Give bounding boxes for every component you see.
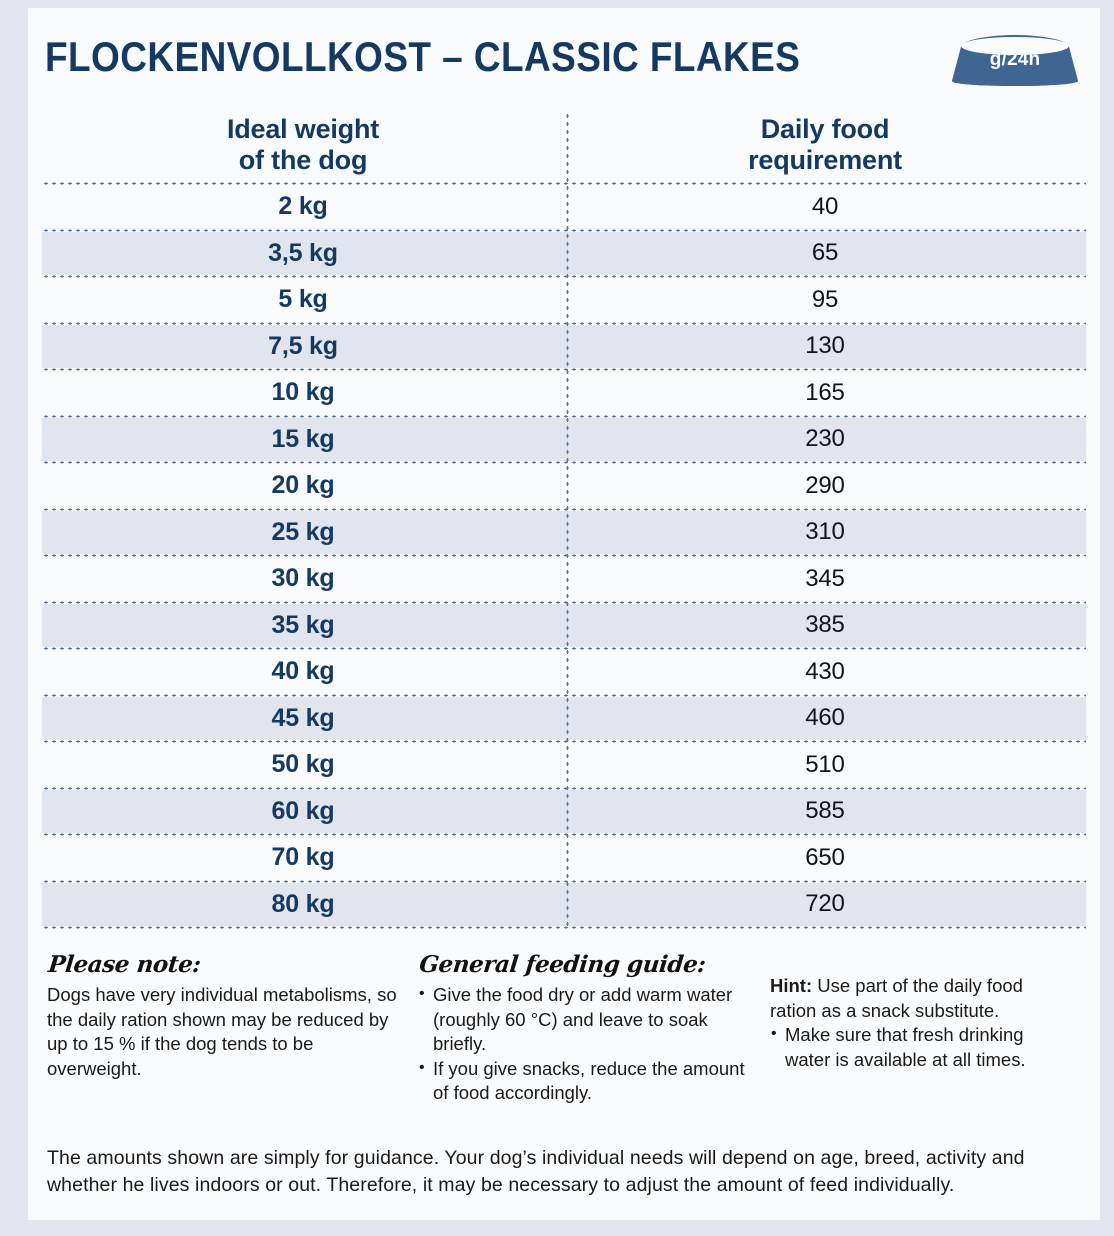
cell-ideal-weight: 3,5 kg <box>268 238 338 267</box>
cell-daily-amount: 510 <box>805 750 845 778</box>
cell-ideal-weight: 30 kg <box>271 564 335 593</box>
page-title: FLOCKENVOLLKOST – CLASSIC FLAKES <box>45 33 801 80</box>
cell-ideal-weight: 80 kg <box>271 889 335 918</box>
table-row <box>42 418 1086 462</box>
notes-section <box>42 951 1086 1106</box>
header <box>28 8 1100 104</box>
please-note-body: Dogs have very individual metabolisms, so the daily ration shown may be reduced by up to 15 % if the dog tends to be overweight. <box>47 984 397 1079</box>
feeding-guide-column <box>418 951 766 1106</box>
table-row <box>42 464 1086 508</box>
cell-ideal-weight: 20 kg <box>271 471 335 500</box>
cell-daily-amount: 165 <box>805 378 845 406</box>
cell-daily-amount: 585 <box>805 797 845 825</box>
column-header-amount-line2: requirement <box>748 145 902 175</box>
cell-ideal-weight: 2 kg <box>278 192 328 221</box>
feeding-guide-list <box>418 983 748 1106</box>
cell-daily-amount: 65 <box>811 239 839 267</box>
table-row <box>42 743 1086 787</box>
cell-ideal-weight: 70 kg <box>271 843 335 872</box>
table-row <box>42 790 1086 834</box>
cell-daily-amount: 430 <box>805 657 845 685</box>
disclaimer-text: The amounts shown are simply for guidance. Your dog’s individual needs will depend on age, breed, activity and whether he lives indoors or out. Therefore, it may be necessary to adjust the amount of feed individually. <box>47 1147 1025 1196</box>
cell-daily-amount: 290 <box>805 471 845 499</box>
table-row <box>42 325 1086 369</box>
column-header-weight <box>42 104 564 182</box>
cell-ideal-weight: 40 kg <box>271 657 335 686</box>
cell-daily-amount: 310 <box>805 518 845 546</box>
cell-daily-amount: 720 <box>805 890 845 918</box>
table-row <box>42 511 1086 555</box>
cell-daily-amount: 230 <box>805 425 845 453</box>
table-row <box>42 185 1086 229</box>
column-divider <box>566 112 569 929</box>
cell-daily-amount: 40 <box>811 192 839 220</box>
table-row <box>42 697 1086 741</box>
cell-ideal-weight: 7,5 kg <box>268 331 338 360</box>
table-header-row <box>42 104 1086 182</box>
table-body <box>42 182 1086 929</box>
list-item: • If you give snacks, reduce the amount of food accordingly. <box>418 1057 748 1106</box>
cell-ideal-weight: 45 kg <box>271 703 335 732</box>
table-row <box>42 650 1086 694</box>
table-row <box>42 371 1086 415</box>
cell-ideal-weight: 15 kg <box>271 424 335 453</box>
cell-daily-amount: 650 <box>805 843 845 871</box>
cell-ideal-weight: 50 kg <box>271 750 335 779</box>
cell-daily-amount: 460 <box>805 704 845 732</box>
feeding-chart-card <box>28 8 1100 1220</box>
table-row <box>42 604 1086 648</box>
table-row <box>42 883 1086 927</box>
please-note-column <box>42 951 418 1106</box>
column-header-weight-line2: of the dog <box>238 145 368 175</box>
cell-daily-amount: 345 <box>805 564 845 592</box>
cell-ideal-weight: 25 kg <box>271 517 335 546</box>
hint-label: Hint: <box>770 975 813 996</box>
feeding-table <box>42 104 1086 929</box>
cell-ideal-weight: 60 kg <box>271 796 335 825</box>
hint-list <box>770 1023 1068 1072</box>
cell-daily-amount: 130 <box>805 332 845 360</box>
list-item: • Give the food dry or add warm water (roughly 60 °C) and leave to soak briefly. <box>418 983 748 1057</box>
column-header-amount-line1: Daily food <box>760 114 890 144</box>
table-row <box>42 836 1086 880</box>
cell-ideal-weight: 10 kg <box>271 378 335 407</box>
column-header-weight-line1: Ideal weight <box>226 114 380 144</box>
column-header-amount <box>564 104 1086 182</box>
table-row <box>42 232 1086 276</box>
badge-label: g/24h <box>989 49 1041 70</box>
cell-ideal-weight: 5 kg <box>278 285 328 314</box>
list-item: • Make sure that fresh drinking water is available at all times. <box>770 1023 1068 1072</box>
hint-text-block <box>770 974 1068 1023</box>
cell-ideal-weight: 35 kg <box>271 610 335 639</box>
cell-daily-amount: 95 <box>811 285 839 313</box>
table-row <box>42 557 1086 601</box>
row-divider <box>42 926 1086 929</box>
please-note-heading: Please note: <box>47 951 203 978</box>
dog-bowl-badge <box>949 31 1081 87</box>
feeding-guide-heading: General feeding guide: <box>418 951 707 978</box>
hint-column <box>766 951 1086 1106</box>
hint-text: Use part of the daily food ration as a snack substitute. <box>770 975 1023 1021</box>
table-row <box>42 278 1086 322</box>
cell-daily-amount: 385 <box>805 611 845 639</box>
